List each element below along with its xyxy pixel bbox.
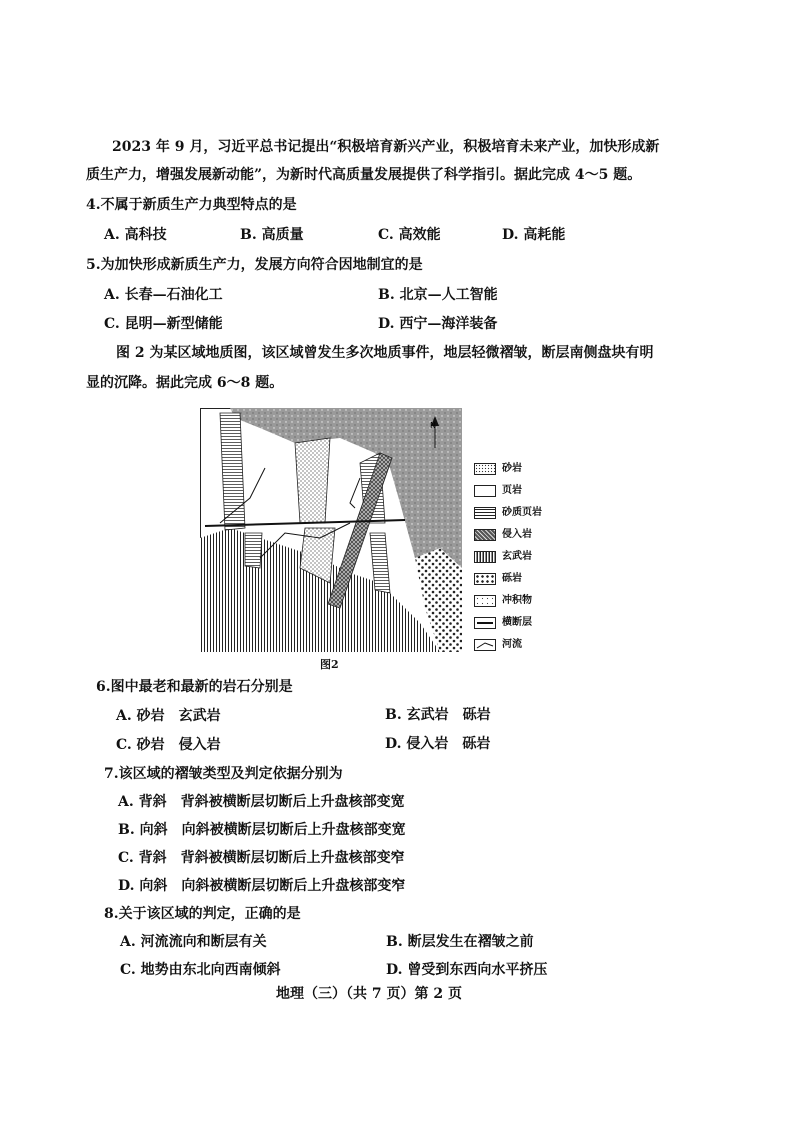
north-label: N [430, 421, 436, 430]
river-swatch-icon [474, 639, 496, 651]
q4-stem: 4.不属于新质生产力典型特点的是 [86, 197, 297, 213]
legend-item-transverse-fault [474, 617, 574, 631]
legend-label: 砾岩 [502, 573, 522, 584]
q4-option-d[interactable]: D. 高耗能 [502, 227, 566, 243]
q7-option-d[interactable]: D. 向斜 向斜被横断层切断后上升盘核部变窄 [118, 878, 406, 894]
q8-option-d[interactable]: D. 曾受到东西向水平挤压 [386, 962, 548, 978]
page-footer: 地理（三）（共 7 页）第 2 页 [276, 986, 462, 1002]
figure-caption: 图2 [320, 658, 339, 671]
legend-item-alluvium [474, 595, 574, 609]
intro1-line2: 质生产力，增强发展新动能”，为新时代高质量发展提供了科学指引。据此完成 4～5 题。 [86, 167, 642, 183]
legend-item-sandstone [474, 463, 574, 477]
legend-item-river [474, 639, 574, 653]
geological-map [200, 408, 462, 652]
legend-item-shale [474, 485, 574, 499]
q7-option-a[interactable]: A. 背斜 背斜被横断层切断后上升盘核部变宽 [118, 794, 405, 810]
q5-option-a[interactable]: A. 长春—石油化工 [104, 287, 223, 303]
q4-option-a[interactable]: A. 高科技 [104, 227, 167, 243]
legend-label: 河流 [502, 639, 522, 650]
intro2-line2: 显的沉降。据此完成 6～8 题。 [86, 375, 284, 391]
q4-option-c[interactable]: C. 高效能 [378, 227, 441, 243]
sandy-shale-swatch-icon [474, 507, 496, 519]
basalt-swatch-icon [474, 551, 496, 563]
legend-label: 砂质页岩 [502, 507, 542, 518]
legend-label: 冲积物 [502, 595, 532, 606]
conglomerate-swatch-icon [474, 573, 496, 585]
q8-stem: 8.关于该区域的判定，正确的是 [104, 906, 301, 922]
q7-option-b[interactable]: B. 向斜 向斜被横断层切断后上升盘核部变宽 [118, 822, 406, 838]
legend-label: 横断层 [502, 617, 532, 628]
legend-item-intrusive [474, 529, 574, 543]
sandstone-swatch-icon [474, 463, 496, 475]
q5-option-b[interactable]: B. 北京—人工智能 [378, 287, 498, 303]
q5-option-d[interactable]: D. 西宁—海洋装备 [378, 316, 498, 332]
q6-option-a[interactable]: A. 砂岩 玄武岩 [116, 708, 221, 724]
q4-option-b[interactable]: B. 高质量 [240, 227, 304, 243]
fault-swatch-icon [474, 617, 496, 629]
q6-stem: 6.图中最老和最新的岩石分别是 [96, 679, 293, 695]
q8-option-b[interactable]: B. 断层发生在褶皱之前 [386, 934, 534, 950]
q6-option-b[interactable]: B. 玄武岩 砾岩 [385, 707, 491, 723]
legend-item-basalt [474, 551, 574, 565]
q8-option-c[interactable]: C. 地势由东北向西南倾斜 [120, 962, 281, 978]
q6-option-c[interactable]: C. 砂岩 侵入岩 [116, 737, 221, 753]
intro1-line1: 2023 年 9 月，习近平总书记提出“积极培育新兴产业，积极培育未来产业，加快形成新 [112, 139, 660, 155]
legend-label: 玄武岩 [502, 551, 532, 562]
legend-label: 侵入岩 [502, 529, 532, 540]
q7-option-c[interactable]: C. 背斜 背斜被横断层切断后上升盘核部变窄 [118, 850, 405, 866]
shale-swatch-icon [474, 485, 496, 497]
q5-option-c[interactable]: C. 昆明—新型储能 [104, 316, 223, 332]
intro2-line1: 图 2 为某区域地质图，该区域曾发生多次地质事件，地层轻微褶皱，断层南侧盘块有明 [116, 345, 654, 361]
legend-item-conglomerate [474, 573, 574, 587]
q7-stem: 7.该区域的褶皱类型及判定依据分别为 [104, 766, 343, 782]
legend-label: 砂岩 [502, 463, 522, 474]
q6-option-d[interactable]: D. 侵入岩 砾岩 [385, 736, 491, 752]
legend-item-sandy-shale [474, 507, 574, 521]
intrusive-swatch-icon [474, 529, 496, 541]
alluvium-swatch-icon [474, 595, 496, 607]
q5-stem: 5.为加快形成新质生产力，发展方向符合因地制宜的是 [86, 257, 423, 273]
q8-option-a[interactable]: A. 河流流向和断层有关 [120, 934, 267, 950]
legend-label: 页岩 [502, 485, 522, 496]
